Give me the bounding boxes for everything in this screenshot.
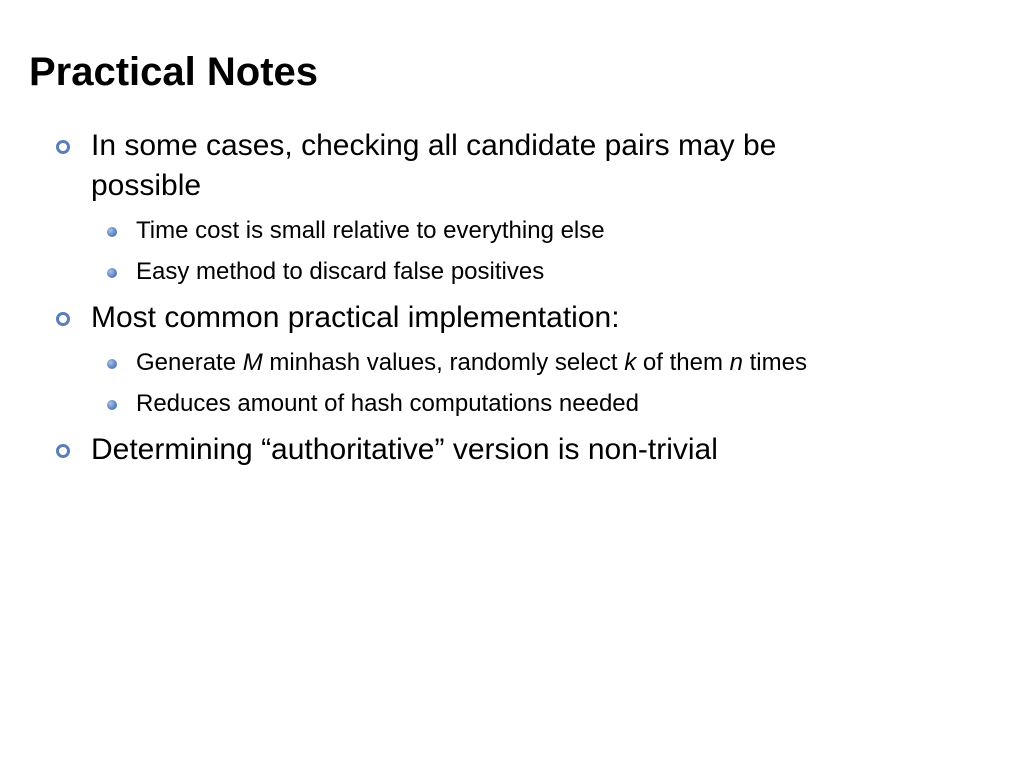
ring-bullet-icon [56,312,70,326]
text-run: Generate [136,349,243,376]
text-run: times [742,349,807,376]
dot-bullet-icon [107,359,117,369]
variable-k: k [624,349,637,376]
dot-bullet-icon [107,227,117,237]
sub-bullet-list [54,216,954,287]
bullet-item [54,126,954,206]
bullet-item [54,298,954,338]
sub-bullet-text: Time cost is small relative to everything else [136,217,605,244]
sub-bullet-list [54,348,954,419]
sub-bullet-item [54,257,954,287]
variable-m: M [242,349,263,376]
slide-title: Practical Notes [29,50,319,94]
sub-bullet-item [54,216,954,246]
bullet-text-line-1: In some cases, checking all candidate pairs may be [91,129,777,162]
sub-bullet-text: Easy method to discard false positives [136,258,545,285]
ring-bullet-icon [56,140,70,154]
variable-n: n [729,349,743,376]
text-run: minhash values, randomly select [262,349,625,376]
sub-bullet-text [136,349,807,376]
bullet-text: Determining “authoritative” version is non-trivial [91,433,718,466]
sub-bullet-item [54,389,954,419]
sub-bullet-text: Reduces amount of hash computations needed [136,390,640,417]
sub-bullet-item [54,348,954,378]
bullet-text-line-2: possible [91,169,202,202]
ring-bullet-icon [56,444,70,458]
bullet-text: Most common practical implementation: [91,301,620,334]
dot-bullet-icon [107,268,117,278]
dot-bullet-icon [107,400,117,410]
text-run: of them [636,349,730,376]
bullet-item [54,430,954,470]
bullet-list [54,126,954,480]
